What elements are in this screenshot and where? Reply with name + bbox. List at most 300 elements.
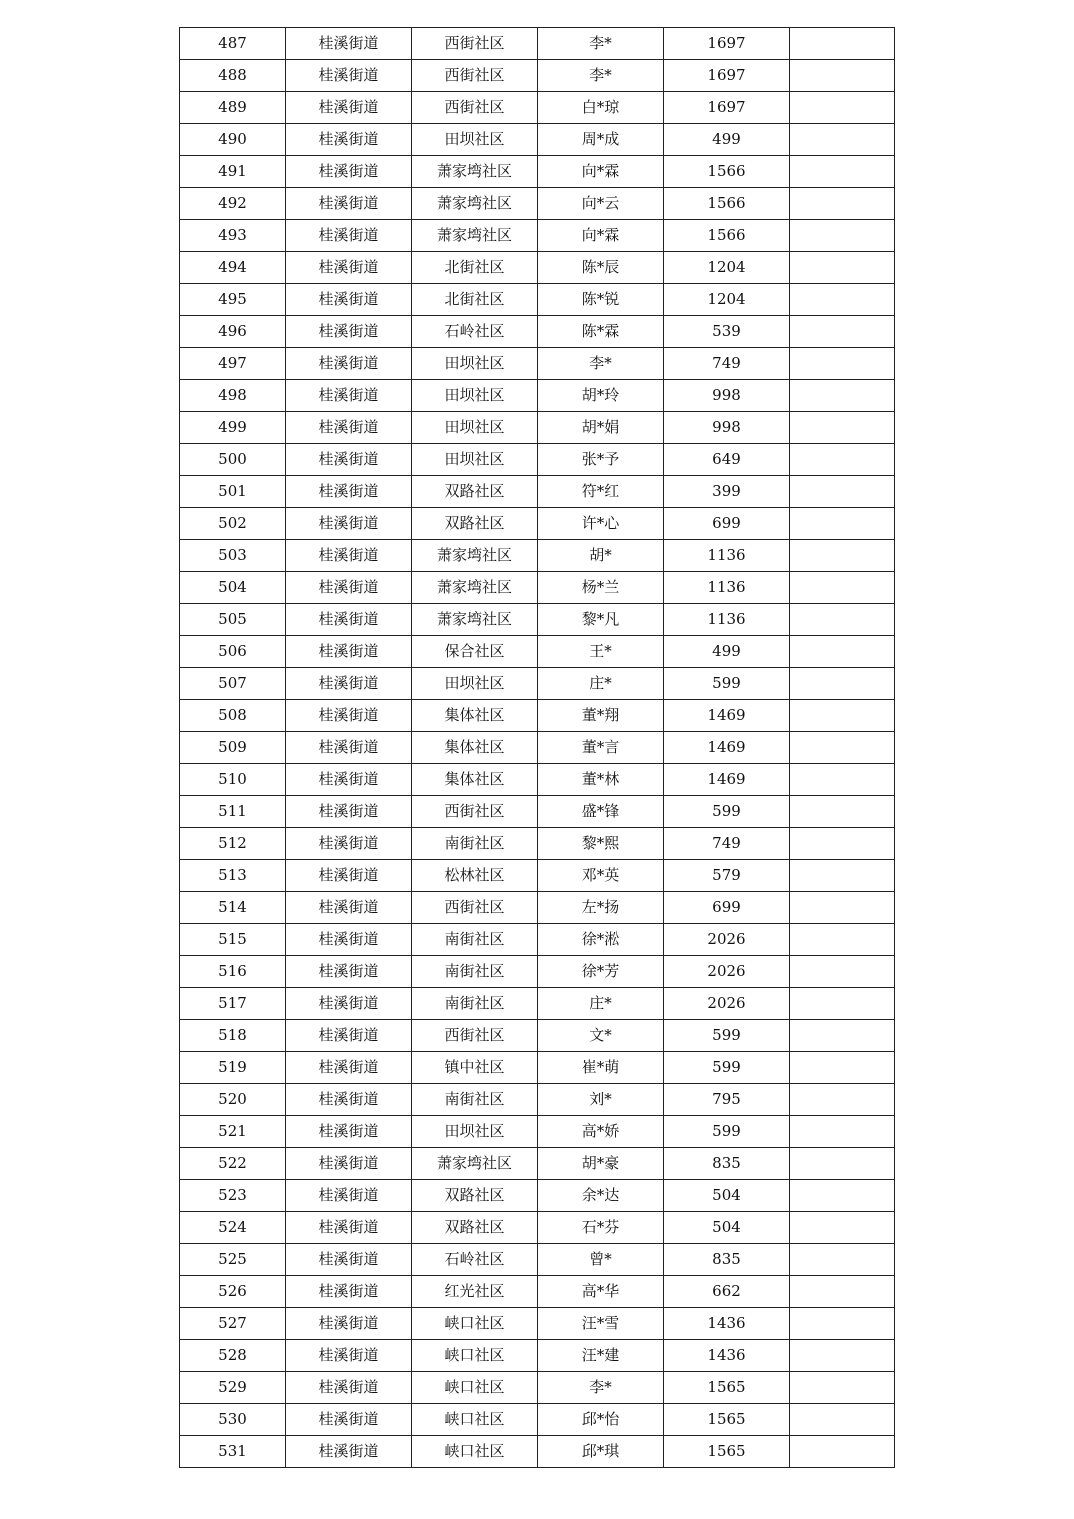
row-number-cell: 500	[180, 444, 286, 476]
subdistrict-cell: 桂溪街道	[286, 412, 412, 444]
community-cell: 双路社区	[412, 508, 538, 540]
row-number-cell: 493	[180, 220, 286, 252]
row-number-cell: 524	[180, 1212, 286, 1244]
amount-cell: 2026	[664, 956, 790, 988]
row-number-cell: 487	[180, 28, 286, 60]
row-number-cell: 525	[180, 1244, 286, 1276]
table-row	[180, 220, 895, 252]
community-cell: 石岭社区	[412, 1244, 538, 1276]
person-name-cell: 向*霖	[538, 220, 664, 252]
table-row	[180, 828, 895, 860]
community-cell: 西街社区	[412, 796, 538, 828]
community-cell: 双路社区	[412, 1180, 538, 1212]
remark-cell	[790, 1052, 895, 1084]
subdistrict-cell: 桂溪街道	[286, 668, 412, 700]
remark-cell	[790, 1148, 895, 1180]
community-cell: 萧家塆社区	[412, 220, 538, 252]
remark-cell	[790, 700, 895, 732]
remark-cell	[790, 1340, 895, 1372]
subdistrict-cell: 桂溪街道	[286, 508, 412, 540]
community-cell: 峡口社区	[412, 1340, 538, 1372]
person-name-cell: 李*	[538, 60, 664, 92]
community-cell: 田坝社区	[412, 1116, 538, 1148]
table-row	[180, 476, 895, 508]
row-number-cell: 490	[180, 124, 286, 156]
subdistrict-cell: 桂溪街道	[286, 156, 412, 188]
person-name-cell: 徐*芳	[538, 956, 664, 988]
remark-cell	[790, 220, 895, 252]
community-cell: 北街社区	[412, 284, 538, 316]
row-number-cell: 506	[180, 636, 286, 668]
remark-cell	[790, 316, 895, 348]
community-cell: 松林社区	[412, 860, 538, 892]
person-name-cell: 高*娇	[538, 1116, 664, 1148]
remark-cell	[790, 796, 895, 828]
remark-cell	[790, 1084, 895, 1116]
table-row	[180, 1340, 895, 1372]
community-cell: 峡口社区	[412, 1372, 538, 1404]
amount-cell: 1136	[664, 540, 790, 572]
amount-cell: 399	[664, 476, 790, 508]
table-row	[180, 1308, 895, 1340]
remark-cell	[790, 1020, 895, 1052]
table-row	[180, 1052, 895, 1084]
person-name-cell: 曾*	[538, 1244, 664, 1276]
row-number-cell: 531	[180, 1436, 286, 1468]
row-number-cell: 518	[180, 1020, 286, 1052]
subdistrict-cell: 桂溪街道	[286, 444, 412, 476]
community-cell: 田坝社区	[412, 124, 538, 156]
remark-cell	[790, 1116, 895, 1148]
subdistrict-cell: 桂溪街道	[286, 860, 412, 892]
person-name-cell: 胡*娟	[538, 412, 664, 444]
person-name-cell: 盛*锋	[538, 796, 664, 828]
subdistrict-cell: 桂溪街道	[286, 956, 412, 988]
person-name-cell: 邱*琪	[538, 1436, 664, 1468]
person-name-cell: 高*华	[538, 1276, 664, 1308]
amount-cell: 599	[664, 1020, 790, 1052]
row-number-cell: 509	[180, 732, 286, 764]
table-row	[180, 604, 895, 636]
subdistrict-cell: 桂溪街道	[286, 572, 412, 604]
row-number-cell: 514	[180, 892, 286, 924]
amount-cell: 662	[664, 1276, 790, 1308]
remark-cell	[790, 412, 895, 444]
person-name-cell: 刘*	[538, 1084, 664, 1116]
remark-cell	[790, 28, 895, 60]
community-cell: 田坝社区	[412, 444, 538, 476]
subdistrict-cell: 桂溪街道	[286, 636, 412, 668]
table-row	[180, 284, 895, 316]
subdistrict-cell: 桂溪街道	[286, 1084, 412, 1116]
amount-cell: 835	[664, 1148, 790, 1180]
row-number-cell: 502	[180, 508, 286, 540]
subdistrict-cell: 桂溪街道	[286, 828, 412, 860]
person-name-cell: 向*霖	[538, 156, 664, 188]
row-number-cell: 507	[180, 668, 286, 700]
remark-cell	[790, 1276, 895, 1308]
subdistrict-cell: 桂溪街道	[286, 796, 412, 828]
row-number-cell: 511	[180, 796, 286, 828]
row-number-cell: 497	[180, 348, 286, 380]
community-cell: 萧家塆社区	[412, 188, 538, 220]
row-number-cell: 513	[180, 860, 286, 892]
community-cell: 南街社区	[412, 956, 538, 988]
community-cell: 西街社区	[412, 892, 538, 924]
row-number-cell: 492	[180, 188, 286, 220]
remark-cell	[790, 764, 895, 796]
table-row	[180, 348, 895, 380]
table-row	[180, 444, 895, 476]
row-number-cell: 489	[180, 92, 286, 124]
person-name-cell: 汪*雪	[538, 1308, 664, 1340]
person-name-cell: 庄*	[538, 668, 664, 700]
community-cell: 西街社区	[412, 1020, 538, 1052]
community-cell: 萧家塆社区	[412, 540, 538, 572]
person-name-cell: 邓*英	[538, 860, 664, 892]
subdistrict-cell: 桂溪街道	[286, 1340, 412, 1372]
amount-cell: 699	[664, 508, 790, 540]
table-row	[180, 700, 895, 732]
amount-cell: 1436	[664, 1308, 790, 1340]
person-name-cell: 陈*锐	[538, 284, 664, 316]
row-number-cell: 512	[180, 828, 286, 860]
community-cell: 南街社区	[412, 1084, 538, 1116]
remark-cell	[790, 476, 895, 508]
person-name-cell: 邱*怡	[538, 1404, 664, 1436]
row-number-cell: 530	[180, 1404, 286, 1436]
subdistrict-cell: 桂溪街道	[286, 892, 412, 924]
person-name-cell: 许*心	[538, 508, 664, 540]
amount-cell: 1697	[664, 92, 790, 124]
amount-cell: 1566	[664, 188, 790, 220]
amount-cell: 599	[664, 1116, 790, 1148]
subdistrict-cell: 桂溪街道	[286, 764, 412, 796]
subdistrict-cell: 桂溪街道	[286, 28, 412, 60]
person-name-cell: 胡*豪	[538, 1148, 664, 1180]
community-cell: 南街社区	[412, 988, 538, 1020]
remark-cell	[790, 1372, 895, 1404]
remark-cell	[790, 1180, 895, 1212]
community-cell: 田坝社区	[412, 412, 538, 444]
table-row	[180, 156, 895, 188]
row-number-cell: 505	[180, 604, 286, 636]
table-row	[180, 1372, 895, 1404]
subdistrict-cell: 桂溪街道	[286, 380, 412, 412]
table-row	[180, 732, 895, 764]
subdistrict-cell: 桂溪街道	[286, 220, 412, 252]
subdistrict-cell: 桂溪街道	[286, 476, 412, 508]
community-cell: 田坝社区	[412, 380, 538, 412]
amount-cell: 499	[664, 636, 790, 668]
person-name-cell: 符*红	[538, 476, 664, 508]
person-name-cell: 文*	[538, 1020, 664, 1052]
remark-cell	[790, 284, 895, 316]
row-number-cell: 517	[180, 988, 286, 1020]
community-cell: 北街社区	[412, 252, 538, 284]
remark-cell	[790, 92, 895, 124]
amount-cell: 1469	[664, 732, 790, 764]
person-name-cell: 李*	[538, 28, 664, 60]
remark-cell	[790, 540, 895, 572]
subdistrict-cell: 桂溪街道	[286, 60, 412, 92]
amount-cell: 504	[664, 1180, 790, 1212]
remark-cell	[790, 1404, 895, 1436]
community-cell: 集体社区	[412, 700, 538, 732]
table-row	[180, 316, 895, 348]
remark-cell	[790, 860, 895, 892]
table-row	[180, 124, 895, 156]
remark-cell	[790, 1308, 895, 1340]
remark-cell	[790, 1244, 895, 1276]
subdistrict-cell: 桂溪街道	[286, 1308, 412, 1340]
person-name-cell: 黎*熙	[538, 828, 664, 860]
person-name-cell: 张*予	[538, 444, 664, 476]
community-cell: 保合社区	[412, 636, 538, 668]
person-name-cell: 周*成	[538, 124, 664, 156]
community-cell: 镇中社区	[412, 1052, 538, 1084]
remark-cell	[790, 668, 895, 700]
person-name-cell: 胡*	[538, 540, 664, 572]
subdistrict-cell: 桂溪街道	[286, 700, 412, 732]
row-number-cell: 528	[180, 1340, 286, 1372]
subdistrict-cell: 桂溪街道	[286, 1148, 412, 1180]
person-name-cell: 王*	[538, 636, 664, 668]
remark-cell	[790, 188, 895, 220]
community-cell: 集体社区	[412, 764, 538, 796]
table-row	[180, 540, 895, 572]
subdistrict-cell: 桂溪街道	[286, 924, 412, 956]
remark-cell	[790, 444, 895, 476]
community-cell: 南街社区	[412, 924, 538, 956]
row-number-cell: 504	[180, 572, 286, 604]
remark-cell	[790, 604, 895, 636]
person-name-cell: 董*言	[538, 732, 664, 764]
table-row	[180, 860, 895, 892]
table-row	[180, 668, 895, 700]
subdistrict-cell: 桂溪街道	[286, 1116, 412, 1148]
subdistrict-cell: 桂溪街道	[286, 1212, 412, 1244]
table-row	[180, 1212, 895, 1244]
table-row	[180, 252, 895, 284]
table-row	[180, 28, 895, 60]
table-row	[180, 1084, 895, 1116]
subdistrict-cell: 桂溪街道	[286, 316, 412, 348]
amount-cell: 1565	[664, 1436, 790, 1468]
person-name-cell: 白*琼	[538, 92, 664, 124]
table-row	[180, 924, 895, 956]
amount-cell: 649	[664, 444, 790, 476]
amount-cell: 749	[664, 348, 790, 380]
amount-cell: 2026	[664, 924, 790, 956]
remark-cell	[790, 636, 895, 668]
person-name-cell: 余*达	[538, 1180, 664, 1212]
subdistrict-cell: 桂溪街道	[286, 1436, 412, 1468]
remark-cell	[790, 156, 895, 188]
amount-cell: 1697	[664, 28, 790, 60]
subdistrict-cell: 桂溪街道	[286, 1372, 412, 1404]
person-name-cell: 李*	[538, 1372, 664, 1404]
person-name-cell: 崔*萌	[538, 1052, 664, 1084]
row-number-cell: 510	[180, 764, 286, 796]
person-name-cell: 董*林	[538, 764, 664, 796]
amount-cell: 599	[664, 796, 790, 828]
row-number-cell: 520	[180, 1084, 286, 1116]
table-row	[180, 764, 895, 796]
person-name-cell: 向*云	[538, 188, 664, 220]
community-cell: 峡口社区	[412, 1436, 538, 1468]
table-row	[180, 380, 895, 412]
amount-cell: 599	[664, 1052, 790, 1084]
row-number-cell: 516	[180, 956, 286, 988]
amount-cell: 499	[664, 124, 790, 156]
community-cell: 萧家塆社区	[412, 572, 538, 604]
amount-cell: 599	[664, 668, 790, 700]
person-name-cell: 汪*建	[538, 1340, 664, 1372]
table-row	[180, 188, 895, 220]
table-row	[180, 1436, 895, 1468]
person-name-cell: 庄*	[538, 988, 664, 1020]
amount-cell: 1136	[664, 572, 790, 604]
amount-cell: 1565	[664, 1404, 790, 1436]
remark-cell	[790, 348, 895, 380]
community-cell: 田坝社区	[412, 348, 538, 380]
community-cell: 峡口社区	[412, 1308, 538, 1340]
remark-cell	[790, 124, 895, 156]
table-row	[180, 956, 895, 988]
amount-cell: 1204	[664, 252, 790, 284]
community-cell: 峡口社区	[412, 1404, 538, 1436]
row-number-cell: 503	[180, 540, 286, 572]
person-name-cell: 黎*凡	[538, 604, 664, 636]
community-cell: 西街社区	[412, 28, 538, 60]
subdistrict-cell: 桂溪街道	[286, 284, 412, 316]
table-row	[180, 796, 895, 828]
remark-cell	[790, 60, 895, 92]
row-number-cell: 519	[180, 1052, 286, 1084]
person-name-cell: 徐*淞	[538, 924, 664, 956]
community-cell: 田坝社区	[412, 668, 538, 700]
subdistrict-cell: 桂溪街道	[286, 124, 412, 156]
subdistrict-cell: 桂溪街道	[286, 92, 412, 124]
remark-cell	[790, 924, 895, 956]
remark-cell	[790, 1436, 895, 1468]
person-name-cell: 杨*兰	[538, 572, 664, 604]
amount-cell: 998	[664, 412, 790, 444]
subdistrict-cell: 桂溪街道	[286, 604, 412, 636]
row-number-cell: 501	[180, 476, 286, 508]
subdistrict-cell: 桂溪街道	[286, 540, 412, 572]
community-cell: 红光社区	[412, 1276, 538, 1308]
document-page	[179, 27, 894, 1468]
subdistrict-cell: 桂溪街道	[286, 1404, 412, 1436]
person-name-cell: 石*芬	[538, 1212, 664, 1244]
amount-cell: 539	[664, 316, 790, 348]
table-row	[180, 92, 895, 124]
row-number-cell: 523	[180, 1180, 286, 1212]
row-number-cell: 494	[180, 252, 286, 284]
community-cell: 西街社区	[412, 92, 538, 124]
data-table	[179, 27, 895, 1468]
amount-cell: 1469	[664, 764, 790, 796]
community-cell: 双路社区	[412, 1212, 538, 1244]
row-number-cell: 496	[180, 316, 286, 348]
row-number-cell: 498	[180, 380, 286, 412]
table-row	[180, 1020, 895, 1052]
table-row	[180, 1404, 895, 1436]
subdistrict-cell: 桂溪街道	[286, 188, 412, 220]
table-row	[180, 1244, 895, 1276]
amount-cell: 1565	[664, 1372, 790, 1404]
amount-cell: 998	[664, 380, 790, 412]
table-row	[180, 988, 895, 1020]
subdistrict-cell: 桂溪街道	[286, 988, 412, 1020]
row-number-cell: 491	[180, 156, 286, 188]
community-cell: 萧家塆社区	[412, 604, 538, 636]
row-number-cell: 515	[180, 924, 286, 956]
table-row	[180, 1148, 895, 1180]
subdistrict-cell: 桂溪街道	[286, 732, 412, 764]
row-number-cell: 529	[180, 1372, 286, 1404]
table-row	[180, 1180, 895, 1212]
table-row	[180, 1276, 895, 1308]
subdistrict-cell: 桂溪街道	[286, 1244, 412, 1276]
person-name-cell: 董*翔	[538, 700, 664, 732]
community-cell: 南街社区	[412, 828, 538, 860]
remark-cell	[790, 732, 895, 764]
amount-cell: 1436	[664, 1340, 790, 1372]
subdistrict-cell: 桂溪街道	[286, 348, 412, 380]
subdistrict-cell: 桂溪街道	[286, 1020, 412, 1052]
community-cell: 西街社区	[412, 60, 538, 92]
row-number-cell: 495	[180, 284, 286, 316]
remark-cell	[790, 892, 895, 924]
subdistrict-cell: 桂溪街道	[286, 1180, 412, 1212]
row-number-cell: 527	[180, 1308, 286, 1340]
amount-cell: 1469	[664, 700, 790, 732]
amount-cell: 749	[664, 828, 790, 860]
remark-cell	[790, 956, 895, 988]
table-row	[180, 60, 895, 92]
person-name-cell: 李*	[538, 348, 664, 380]
row-number-cell: 499	[180, 412, 286, 444]
row-number-cell: 488	[180, 60, 286, 92]
community-cell: 集体社区	[412, 732, 538, 764]
community-cell: 双路社区	[412, 476, 538, 508]
subdistrict-cell: 桂溪街道	[286, 1276, 412, 1308]
amount-cell: 1697	[664, 60, 790, 92]
table-row	[180, 572, 895, 604]
community-cell: 萧家塆社区	[412, 1148, 538, 1180]
community-cell: 萧家塆社区	[412, 156, 538, 188]
amount-cell: 1136	[664, 604, 790, 636]
subdistrict-cell: 桂溪街道	[286, 252, 412, 284]
subdistrict-cell: 桂溪街道	[286, 1052, 412, 1084]
row-number-cell: 521	[180, 1116, 286, 1148]
table-body	[180, 28, 895, 1468]
table-row	[180, 508, 895, 540]
amount-cell: 1566	[664, 156, 790, 188]
remark-cell	[790, 380, 895, 412]
remark-cell	[790, 988, 895, 1020]
amount-cell: 579	[664, 860, 790, 892]
person-name-cell: 陈*辰	[538, 252, 664, 284]
remark-cell	[790, 508, 895, 540]
person-name-cell: 胡*玲	[538, 380, 664, 412]
remark-cell	[790, 828, 895, 860]
table-row	[180, 636, 895, 668]
row-number-cell: 508	[180, 700, 286, 732]
